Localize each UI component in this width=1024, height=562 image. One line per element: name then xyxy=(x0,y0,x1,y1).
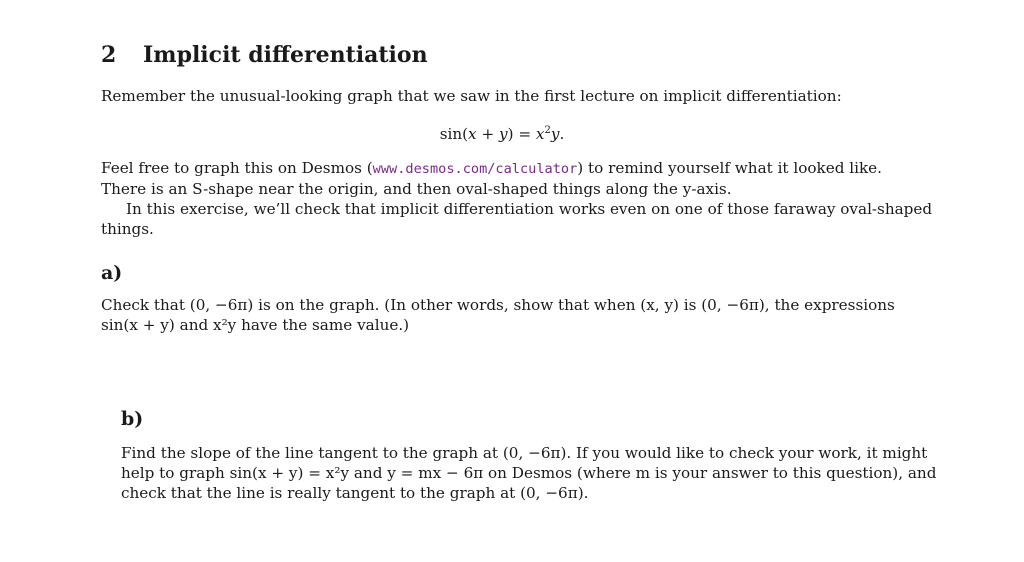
part-a-line-2: sin(x + y) and x²y have the same value.) xyxy=(101,316,410,334)
part-a-line-1: Check that (0, −6π) is on the graph. (In other words, show that when (x, y) is (0, −6π), the expressions xyxy=(101,296,895,314)
display-equation: $\sin(x + y) = x^2y$. xyxy=(439,125,565,144)
part-b-line-3: check that the line is really tangent to the graph at (0, −6π). xyxy=(121,484,589,502)
desmos-line-4: things. xyxy=(101,220,154,238)
intro-paragraph: Remember the unusual-looking graph that we saw in the first lecture on implicit differentiation: xyxy=(101,87,842,105)
part-b-line-1: Find the slope of the line tangent to the graph at (0, −6π). If you would like to check your work, it might xyxy=(121,444,928,462)
desmos-line-3: In this exercise, we’ll check that implicit differentiation works even on one of those faraway oval-shaped xyxy=(126,200,933,218)
part-a-label: a) xyxy=(101,262,123,284)
part-a-paragraph xyxy=(101,295,906,335)
section-number: 2 xyxy=(101,42,117,68)
section-title: Implicit differentiation xyxy=(143,42,428,68)
desmos-line-2: There is an S-shape near the origin, and then oval-shaped things along the y-axis. xyxy=(101,180,732,198)
desmos-paragraph xyxy=(101,158,933,239)
desmos-line-1: Feel free to graph this on Desmos (www.desmos.com/calculator) to remind yourself what it looked like. xyxy=(101,159,882,177)
desmos-url-link[interactable]: www.desmos.com/calculator xyxy=(372,161,578,177)
part-b-line-2: help to graph sin(x + y) = x²y and y = mx − 6π on Desmos (where m is your answer to this question), and xyxy=(121,464,937,482)
section-heading xyxy=(101,42,428,68)
part-b-paragraph xyxy=(121,443,937,503)
part-b-label: b) xyxy=(121,408,144,430)
